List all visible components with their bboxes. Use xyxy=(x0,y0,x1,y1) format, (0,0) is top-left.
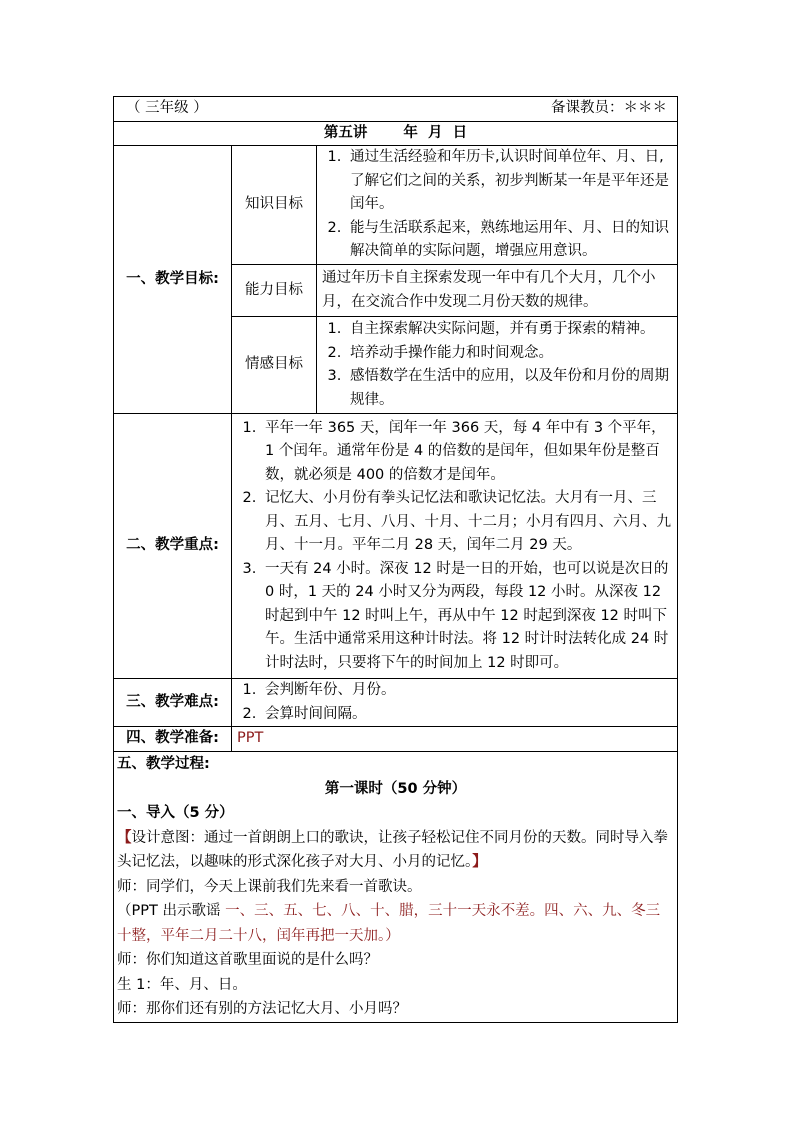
teaching-process xyxy=(114,752,678,1023)
ppt-song xyxy=(117,899,674,948)
header-row xyxy=(114,97,678,122)
dialogue-line: 师：同学们，今天上课前我们先来看一首歌诀。 xyxy=(117,878,422,895)
section-preparation-label: 四、教学准备: xyxy=(114,727,232,752)
list-item: 2. 记忆大、小月份有拳头记忆法和歌诀记忆法。大月有一月、三月、五月、七月、八月、十月、十二月；小月有四月、六月、九月、十一月。平年二月 28 天，闰年二月 29 天。 xyxy=(261,487,672,558)
key-points-row xyxy=(114,414,678,679)
key-points-content xyxy=(232,414,678,679)
lesson-plan-table xyxy=(113,96,678,1023)
preparation-value: PPT xyxy=(232,727,678,752)
ability-goal-label: 能力目标 xyxy=(232,265,317,317)
section-difficulties-label: 三、教学难点: xyxy=(114,679,232,727)
period-title: 第一课时（50 分钟） xyxy=(324,780,467,797)
lesson-topic: 年 月 日 xyxy=(403,124,468,141)
knowledge-goal-content xyxy=(317,146,678,265)
emotion-goal-content xyxy=(317,317,678,414)
dialogue-line: 师：你们知道这首歌里面说的是什么吗？ xyxy=(117,952,378,968)
lesson-title xyxy=(114,121,678,146)
difficulties-content xyxy=(232,679,678,727)
list-item: 1. 自主探索解决实际问题，并有勇于探索的精神。 xyxy=(346,318,672,342)
list-item: 1. 平年一年 365 天，闰年一年 366 天，每 4 年中有 3 个平年，1 个闰年。通常年份是 4 的倍数的是闰年，但如果年份是整百数，就必须是 400 的倍数才是闰年。 xyxy=(261,417,672,488)
dialogue-line: 生 1：年、月、日。 xyxy=(117,976,247,993)
teacher-label: 备课教员：＊＊＊ xyxy=(317,97,678,122)
list-item: 2. 会算时间间隔。 xyxy=(261,703,672,727)
list-item: 3. 感悟数学在生活中的应用，以及年份和月份的周期规律。 xyxy=(346,365,672,412)
ppt-prefix: （PPT 出示歌谣 xyxy=(117,903,226,919)
list-item: 1. 会判断年份、月份。 xyxy=(261,679,672,703)
knowledge-goal-label: 知识目标 xyxy=(232,146,317,265)
section-key-points-label: 二、教学重点: xyxy=(114,414,232,679)
bracket-open: 【 xyxy=(117,829,132,846)
section-process-label: 五、教学过程: xyxy=(117,756,210,772)
bracket-close: 】 xyxy=(472,854,487,870)
lecture-number: 第五讲 xyxy=(323,124,368,141)
dialogue-line: 师：那你们还有别的方法记忆大月、小月吗？ xyxy=(117,1001,407,1017)
song-text: 一、三、五、七、八、十、腊，三十一天永不差。四、六、九、冬三十整，平年二月二十八，闰年再把一天加。） xyxy=(117,903,661,944)
emotion-goal-label: 情感目标 xyxy=(232,317,317,414)
title-row xyxy=(114,121,678,146)
lesson-plan-document xyxy=(113,96,677,1023)
preparation-row xyxy=(114,727,678,752)
list-item: 3. 一天有 24 小时。深夜 12 时是一日的开始，也可以说是次日的 0 时，1 天的 24 小时又分为两段，每段 12 小时。从深夜 12 时起到中午 12 时叫上午，再从中午 12 时起到深夜 12 时叫下午。生活中通常采用这种计时法。将 12 时计时法转化成 24 时计时法时，只要将下午的时间加上 12 时即可。 xyxy=(261,558,672,676)
design-intent-text: 设计意图：通过一首朗朗上口的歌诀，让孩子轻松记住不同月份的天数。同时导入拳头记忆法，以趣味的形式深化孩子对大月、小月的记忆。 xyxy=(117,829,668,870)
list-item: 1. 通过生活经验和年历卡,认识时间单位年、月、日,了解它们之间的关系，初步判断某一年是平年还是闰年。 xyxy=(346,146,672,217)
objectives-knowledge-row xyxy=(114,146,678,265)
list-item: 2. 培养动手操作能力和时间观念。 xyxy=(346,342,672,366)
process-row xyxy=(114,752,678,1023)
difficulties-row xyxy=(114,679,678,727)
ability-goal-content: 通过年历卡自主探索发现一年中有几个大月，几个小月，在交流合作中发现二月份天数的规律。 xyxy=(317,265,678,317)
intro-heading: 一、导入（5 分） xyxy=(117,805,234,821)
design-intent xyxy=(117,826,674,875)
list-item: 2. 能与生活联系起来，熟练地运用年、月、日的知识解决简单的实际问题，增强应用意识。 xyxy=(346,217,672,264)
grade-label: （ 三年级 ） xyxy=(114,97,317,122)
section-objectives-label: 一、教学目标: xyxy=(114,146,232,414)
